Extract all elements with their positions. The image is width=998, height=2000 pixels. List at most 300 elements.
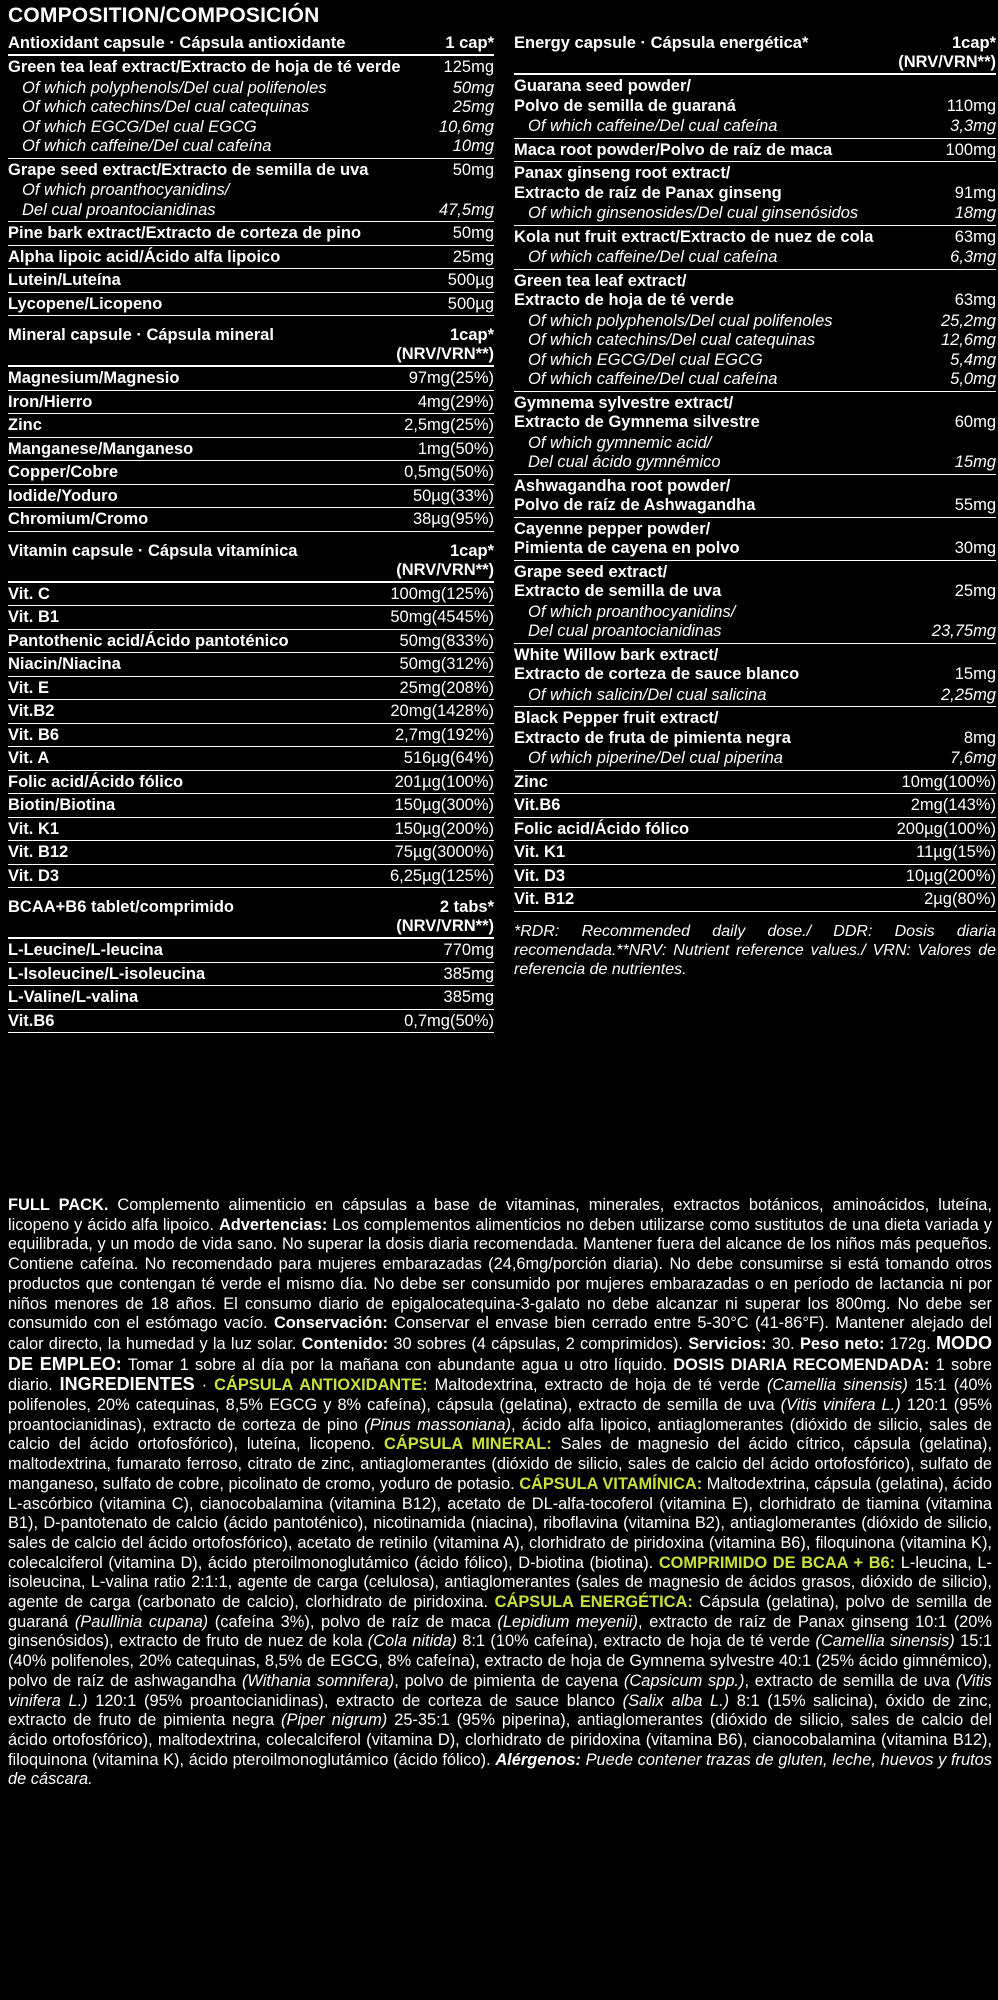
nutrient-label-line: L-Isoleucine/L-isoleucina	[8, 964, 206, 983]
nutrient-amount: 385mg	[443, 988, 494, 1006]
nutrient-amount: 23,75mg	[931, 622, 996, 640]
text-segment: , extracto de semilla de uva	[744, 1671, 956, 1690]
nutrient-subrow	[514, 749, 996, 771]
text-segment: 172g.	[884, 1334, 936, 1353]
nutrient-label-line: Vit. B12	[514, 890, 575, 908]
nutrient-label	[8, 369, 179, 389]
nutrient-label-line: Vit. C	[8, 584, 50, 603]
nutrient-label	[514, 394, 760, 433]
section-title	[8, 542, 297, 561]
nutrient-label	[514, 77, 736, 116]
nutrient-amount: 1mg(50%)	[417, 439, 494, 458]
nutrient-row	[514, 392, 996, 434]
section-title	[8, 326, 274, 345]
nutrient-label	[528, 248, 777, 268]
text-segment: 15:1 (40% polifenoles, 20% catequinas, 8,5% de EGCG, 8% cafeína), extracto de hoja de Gymnema sylvestre 40:1 (25% ácido gimnémico), polvo de raíz de ashwagandha	[8, 1632, 992, 1690]
nutrient-amount: 516µg(64%)	[403, 749, 494, 767]
nutrient-label-line: Of which salicin/Del cual salicina	[528, 685, 767, 704]
nutrient-label	[8, 749, 49, 769]
nutrient-label-line: Green tea leaf extract/Extracto de hoja de té verde	[8, 58, 401, 76]
text-segment: , extracto de raíz de Panax ginseng 10:1 (20% ginsenósidos), extracto de fruto de nuez de kola	[8, 1612, 992, 1651]
nutrient-label-line: Niacin/Niacina	[8, 655, 121, 673]
nutrient-label	[514, 867, 565, 887]
nutrient-amount: 3,3mg	[950, 117, 996, 135]
ingredient-group-heading: CÁPSULA ANTIOXIDANTE:	[214, 1376, 428, 1395]
nutrient-amount: 25,2mg	[940, 311, 996, 330]
text-bold-segment: Advertencias:	[218, 1215, 328, 1234]
nutrient-amount: 60mg	[954, 413, 996, 431]
nutrient-label-line: Panax ginseng root extract/	[514, 164, 731, 182]
nutrient-label-line: Vit. K1	[514, 843, 566, 861]
nutrient-label	[8, 702, 54, 722]
nutrient-amount: 50mg(833%)	[399, 631, 494, 650]
nutrient-amount: 110mg	[946, 96, 996, 115]
nutrient-label-line: Magnesium/Magnesio	[8, 369, 180, 387]
nutrient-label-line: Vit. D3	[514, 866, 566, 885]
nutrient-label-line: Of which catechins/Del cual catequinas	[528, 331, 816, 349]
nutrient-label-line: Of which EGCG/Del cual EGCG	[528, 350, 763, 369]
nutrient-label-line: Extracto de corteza de sauce blanco	[514, 665, 800, 683]
composition-section	[8, 898, 494, 1033]
text-italic-segment: (Salix alba L.)	[622, 1691, 730, 1710]
nutrient-amount: 8mg	[963, 728, 996, 747]
nutrient-label-line: Green tea leaf extract/	[514, 271, 687, 290]
nutrient-amount: 25mg(208%)	[399, 678, 494, 697]
nutrient-row	[8, 841, 494, 865]
nutrient-row	[8, 269, 494, 293]
nutrient-label-line: Vit. B12	[8, 843, 69, 861]
nutrient-amount: 2,7mg(192%)	[394, 725, 494, 744]
section-title-line: Vitamin capsule · Cápsula vitamínica	[8, 541, 298, 560]
nutrient-label	[514, 272, 734, 311]
nutrient-row	[8, 986, 494, 1010]
nutrient-label	[8, 271, 121, 291]
nutrient-row	[514, 139, 996, 163]
nutrient-label-line: Vit.B6	[514, 796, 561, 814]
nutrient-label-line: Folic acid/Ácido fólico	[514, 819, 690, 838]
nutrient-label-line: Vit.B6	[8, 1011, 55, 1030]
text-italic-segment: (Paullinia cupana)	[74, 1612, 209, 1631]
section-header	[8, 542, 494, 583]
nutrient-amount: 97mg(25%)	[408, 369, 494, 387]
nutrient-label	[514, 890, 574, 910]
nutrient-row	[514, 561, 996, 603]
nutrient-label-line: Of which caffeine/Del cual cafeína	[528, 117, 778, 135]
nutrient-row	[514, 771, 996, 795]
nutrient-label	[22, 137, 271, 157]
nutrient-amount: 10,6mg	[438, 117, 494, 136]
nutrient-row	[8, 818, 494, 842]
nutrient-subrow	[514, 331, 996, 351]
section-title	[514, 34, 808, 53]
nutrient-amount: 0,5mg(50%)	[404, 463, 494, 481]
nutrient-row	[8, 391, 494, 415]
nutrient-label-line: Vit. B6	[8, 725, 60, 744]
nutrient-row	[514, 707, 996, 749]
nutrient-label-line: Cayenne pepper powder/	[514, 519, 711, 538]
nutrient-amount: 25mg	[954, 582, 996, 600]
text-italic-segment: (Vitis vinifera L.)	[780, 1396, 901, 1415]
nutrient-amount: 5,4mg	[950, 350, 996, 369]
section-serving-line: 1cap*	[449, 326, 494, 344]
text-segment: Tomar 1 sobre al día por la mañana con abundante agua u otro líquido.	[121, 1355, 674, 1374]
nutrient-row	[8, 485, 494, 509]
nutrient-label	[8, 585, 50, 605]
nutrient-amount: 10mg	[452, 137, 494, 155]
nutrient-amount: 15mg	[954, 453, 996, 471]
text-segment: Cápsula (gelatina), polvo de semilla de guaraná	[8, 1593, 992, 1631]
nutrient-label	[22, 79, 327, 99]
product-description-text	[8, 1196, 992, 1790]
nutrient-label-line: Extracto de hoja de té verde	[514, 291, 735, 309]
nutrient-amount: 50mg	[452, 160, 494, 179]
nutrient-amount: 500µg	[447, 294, 494, 313]
text-italic-segment: (Lepidium meyenii)	[497, 1612, 638, 1631]
text-bold-segment: Contenido:	[301, 1334, 389, 1353]
nutrient-label	[8, 843, 68, 863]
nutrient-label	[514, 228, 873, 248]
nutrient-row	[8, 771, 494, 795]
nutrient-label-line: Grape seed extract/	[514, 562, 668, 581]
nutrient-row	[8, 794, 494, 818]
right-column	[514, 34, 996, 979]
ingredient-group-heading: CÁPSULA ENERGÉTICA:	[494, 1593, 693, 1612]
nutrient-label-line: Of which gymnemic acid/	[528, 433, 712, 452]
nutrient-row	[8, 367, 494, 391]
nutrient-amount: 50mg(4545%)	[390, 608, 494, 626]
section-serving	[396, 326, 494, 364]
nutrient-label-line: Of which polyphenols/Del cual polifenoles	[22, 78, 327, 97]
nutrient-amount: 100mg(125%)	[390, 584, 494, 603]
text-segment: 30 sobres (4 cápsulas, 2 comprimidos).	[388, 1334, 689, 1353]
nutrient-subrow	[8, 79, 494, 99]
nutrient-label	[22, 181, 229, 220]
text-italic-segment: Puede contener trazas de gluten, leche, huevos y frutos de cáscara.	[8, 1750, 992, 1789]
nutrient-amount: 18mg	[954, 204, 996, 222]
section-title-line: BCAA+B6 tablet/comprimido	[8, 898, 234, 916]
nutrient-label	[8, 773, 183, 793]
nutrient-amount: 5,0mg	[950, 370, 996, 388]
nutrient-amount: 6,25µg(125%)	[390, 866, 494, 885]
nutrient-amount: 4mg(29%)	[417, 392, 494, 411]
nutrient-subrow	[514, 117, 996, 139]
nutrient-label	[528, 204, 858, 224]
nutrient-amount: 11µg(15%)	[916, 843, 996, 861]
nutrient-label-line: Biotin/Biotina	[8, 796, 116, 814]
nutrient-label-line: Of which caffeine/Del cual cafeína	[528, 370, 778, 388]
nutrient-row	[514, 818, 996, 842]
nutrient-label	[8, 393, 92, 413]
section-serving-line: (NRV/VRN**)	[396, 917, 494, 935]
nutrient-subrow	[8, 181, 494, 222]
section-serving-line: 1cap*	[449, 541, 494, 560]
nutrient-row	[8, 653, 494, 677]
nutrient-row	[8, 677, 494, 701]
nutrient-subrow	[514, 312, 996, 332]
nutrient-label-line: L-Valine/L-valina	[8, 988, 139, 1006]
nutrient-label	[8, 58, 401, 78]
text-heading-segment: MODO DE EMPLEO:	[8, 1332, 992, 1374]
nutrient-amount: 2,25mg	[940, 685, 996, 704]
nutrient-label-line: Iodide/Yoduro	[8, 486, 118, 505]
nutrient-label-line: Vit. D3	[8, 866, 60, 885]
nutrient-label-line: Del cual proantocianidinas	[528, 622, 722, 640]
nutrient-label	[8, 941, 163, 961]
nutrient-label-line: Of which catechins/Del cual catequinas	[22, 98, 310, 116]
nutrient-label	[528, 351, 763, 371]
nutrient-label	[528, 117, 777, 137]
nutrient-row	[514, 475, 996, 518]
text-segment: Maltodextrina, cápsula (gelatina), ácido L-ascórbico (vitamina C), cianocobalamina (vitamina B12), acetato de DL-alfa-tocoferol (vitamina E), clorhidrato de tiamina (vitamina B1), D-pantotenato de calcio (ácido pantoténico), nicotinamida (niacina), riboflavina (vitamina B2), antiaglomerantes (dióxido de silicio, sales de calcio del ácido ortofosfórico), acetato de retinilo (vitamina A), clorhidrato de piridoxina (vitamina B6), filoquinona (vitamina K), colecalciferol (vitamina D), ácido pteroilmonoglutámico (ácido fólico), D-biotina (biotina).	[8, 1474, 992, 1572]
section-serving	[396, 898, 494, 936]
nutrient-amount: 10µg(200%)	[905, 866, 996, 885]
nutrient-row	[8, 939, 494, 963]
nutrient-label	[514, 477, 755, 516]
text-segment: (cafeína 3%), polvo de raíz de maca	[208, 1612, 498, 1631]
nutrient-label	[528, 603, 735, 642]
nutrient-row	[8, 222, 494, 246]
text-bold-segment: DOSIS DIARIA RECOMENDADA:	[673, 1355, 930, 1374]
nutrient-row	[8, 414, 494, 438]
nutrient-row	[8, 159, 494, 182]
nutrient-subrow	[514, 603, 996, 644]
section-serving-line: (NRV/VRN**)	[396, 560, 494, 579]
ingredient-group-heading: CÁPSULA MINERAL:	[384, 1435, 552, 1454]
nutrient-label-line: Pimienta de cayena en polvo	[514, 539, 740, 557]
nutrient-subrow	[514, 434, 996, 475]
text-italic-segment: (Withania somnifera)	[241, 1671, 395, 1690]
nutrient-label-line: Of which proanthocyanidins/	[22, 181, 230, 199]
nutrient-label	[8, 608, 59, 628]
nutrient-label-line: Copper/Cobre	[8, 463, 119, 481]
nutrient-label	[514, 709, 791, 748]
nutrient-row	[8, 438, 494, 462]
nutrient-label	[8, 463, 118, 483]
nutrient-label	[8, 487, 118, 507]
section-serving-line: 1cap*	[951, 34, 996, 52]
nutrient-label-line: Vit. E	[8, 678, 49, 697]
nutrient-label	[8, 796, 115, 816]
nutrient-label-line: Zinc	[514, 772, 548, 791]
text-segment: 30.	[766, 1334, 800, 1353]
nutrient-label-line: Vit.B2	[8, 702, 55, 720]
nutrient-label-line: Polvo de raíz de Ashwagandha	[514, 496, 756, 514]
nutrient-amount: 50mg	[452, 224, 494, 242]
text-segment: 120:1 (95% proantocianidinas), extracto de corteza de sauce blanco	[87, 1691, 623, 1710]
nutrient-amount: 385mg	[443, 964, 494, 983]
nutrient-label-line: Kola nut fruit extract/Extracto de nuez de cola	[514, 227, 874, 246]
nutrient-label	[514, 773, 548, 793]
nutrient-subrow	[8, 98, 494, 118]
nutrient-label	[514, 820, 689, 840]
nutrient-subrow	[8, 118, 494, 138]
nutrient-amount: 63mg	[954, 227, 996, 246]
section-serving-line: 2 tabs*	[439, 898, 494, 916]
nutrient-label	[528, 749, 783, 769]
nutrient-label	[8, 679, 49, 699]
nutrient-label-line: Lycopene/Licopeno	[8, 294, 163, 313]
nutrient-label	[528, 434, 721, 473]
nutrient-label-line: Of which proanthocyanidins/	[528, 602, 736, 621]
nutrient-label	[514, 520, 740, 559]
text-bold-segment: Conservación:	[273, 1314, 388, 1333]
nutrient-label	[22, 118, 257, 138]
nutrient-row	[514, 518, 996, 561]
nutrient-row	[514, 841, 996, 865]
nutrient-label-line: Extracto de Gymnema silvestre	[514, 413, 760, 431]
nutrient-row	[8, 963, 494, 987]
section-header	[8, 34, 494, 56]
composition-title: COMPOSITION/COMPOSICIÓN	[8, 4, 320, 27]
nutrient-label	[8, 655, 121, 675]
nutrient-label	[528, 312, 833, 332]
nutrient-subrow	[514, 686, 996, 708]
nutrient-amount: 47,5mg	[438, 200, 494, 219]
text-italic-segment: (Capsicum spp.)	[623, 1671, 745, 1690]
section-header	[514, 34, 996, 75]
composition-section	[514, 34, 996, 912]
nutrient-label	[8, 224, 361, 244]
nutrient-label-line: Chromium/Cromo	[8, 510, 149, 528]
section-serving	[396, 542, 494, 580]
nutrient-amount: 7,6mg	[950, 749, 996, 767]
nutrient-amount: 0,7mg(50%)	[404, 1011, 494, 1030]
text-bold-segment: Servicios:	[688, 1334, 767, 1353]
nutrient-label-line: Folic acid/Ácido fólico	[8, 772, 184, 791]
nutrient-label-line: Maca root powder/Polvo de raíz de maca	[514, 140, 833, 159]
nutrient-label-line: Pantothenic acid/Ácido pantoténico	[8, 631, 289, 650]
text-segment: Conservar el envase bien cerrado entre 5-30°C (41-86°F). Mantener alejado del calor directo, la humedad y la luz solar.	[8, 1314, 992, 1353]
text-segment: Complemento alimenticio en cápsulas a base de vitaminas, minerales, extractos botánicos, aminoácidos, luteína, licopeno y ácido alfa lipoico.	[8, 1196, 992, 1234]
nutrient-subrow	[514, 204, 996, 226]
nutrient-amount: 150µg(300%)	[394, 796, 494, 814]
composition-section	[8, 34, 494, 316]
nutrient-row	[514, 270, 996, 312]
nutrient-label	[8, 510, 148, 530]
nutrient-label-line: L-Leucine/L-leucina	[8, 941, 163, 959]
nutrient-label	[8, 820, 59, 840]
nutrient-amount: 20mg(1428%)	[390, 702, 494, 720]
nutrient-row	[514, 888, 996, 912]
nutrient-row	[8, 293, 494, 317]
nutrient-label-line: Pine bark extract/Extracto de corteza de pino	[8, 224, 362, 242]
nutrient-label	[8, 726, 59, 746]
nutrient-subrow	[514, 370, 996, 392]
ingredient-group-heading: COMPRIMIDO DE BCAA + B6:	[658, 1553, 896, 1572]
text-segment: 25-35:1 (95% piperina), antiaglomerantes (dióxido de silicio, sales de calcio del ácido ortofosfórico), maltodextrina, colecalciferol (vitamina D), clorhidrato de piridoxina (vitamina B6), cianocobalamina (vitamina B12), filoquinona (vitamina K), ácido pteroilmonoglutámico (ácido fólico).	[8, 1711, 992, 1769]
nutrient-label-line: Of which piperine/Del cual piperina	[528, 749, 783, 767]
nutrient-amount: 50µg(33%)	[412, 486, 494, 505]
nutrient-label	[8, 161, 368, 181]
nutrient-label-line: Extracto de raíz de Panax ginseng	[514, 183, 782, 202]
text-italic-segment: (Cola nitida)	[367, 1632, 457, 1651]
nutrient-row	[514, 162, 996, 204]
composition-section	[8, 542, 494, 889]
text-segment: 15:1 (40% polifenoles, 20% catequinas, 8,5% EGCG y 8% cafeína), cápsula (gelatina), extracto de semilla de uva	[8, 1376, 993, 1415]
section-title	[8, 898, 234, 917]
nutrient-label-line: White Willow bark extract/	[514, 645, 719, 664]
nutrient-label	[8, 867, 59, 887]
footnote: *RDR: Recommended daily dose./ DDR: Dosis diaria recomendada.**NRV: Nutrient reference values./ VRN: Valores de referencia de nutrientes.	[514, 922, 996, 978]
nutrient-amount: 63mg	[954, 291, 996, 309]
nutrient-row	[8, 700, 494, 724]
text-heading-segment: INGREDIENTES	[59, 1374, 195, 1395]
nutrient-row	[514, 794, 996, 818]
nutrient-subrow	[514, 351, 996, 371]
nutrient-row	[8, 724, 494, 748]
nutrient-row	[8, 747, 494, 771]
nutrient-label	[8, 1012, 54, 1032]
nutrient-label-line: Polvo de semilla de guaraná	[514, 96, 736, 115]
nutrient-row	[8, 583, 494, 607]
section-title	[8, 34, 345, 53]
nutrient-row	[8, 508, 494, 532]
nutrient-amount: 30mg	[954, 539, 996, 557]
nutrient-row	[514, 226, 996, 249]
nutrient-label-line: Del cual ácido gymnémico	[528, 453, 721, 471]
nutrient-amount: 150µg(200%)	[394, 819, 494, 838]
nutrient-label	[528, 331, 815, 351]
nutrient-label	[8, 988, 138, 1008]
text-italic-segment: (Vitis vinifera L.)	[8, 1671, 993, 1710]
nutrient-row	[8, 1010, 494, 1034]
nutrient-amount: 55mg	[954, 496, 996, 514]
nutrient-row	[514, 644, 996, 686]
nutrient-amount: 2mg(143%)	[910, 796, 996, 814]
nutrient-amount: 91mg	[954, 183, 996, 202]
nutrient-label-line: Of which caffeine/Del cual cafeína	[22, 137, 272, 155]
nutrient-label	[8, 295, 162, 315]
nutrient-amount: 50mg(312%)	[399, 655, 494, 673]
text-segment: 1 sobre diario.	[8, 1355, 992, 1395]
nutrient-label	[22, 98, 309, 118]
nutrient-row	[514, 865, 996, 889]
nutrient-label	[514, 141, 832, 161]
section-title-line: Mineral capsule · Cápsula mineral	[8, 326, 274, 344]
nutrient-amount: 100mg	[945, 140, 996, 159]
nutrient-row	[8, 461, 494, 485]
nutrient-amount: 25mg	[452, 98, 494, 116]
nutrient-amount: 500µg	[447, 271, 494, 289]
nutrient-label-line: Lutein/Luteína	[8, 271, 121, 289]
text-segment: 8:1 (10% cafeína), extracto de hoja de té verde	[456, 1632, 816, 1651]
nutrient-subrow	[514, 248, 996, 270]
nutrient-row	[8, 606, 494, 630]
nutrient-label-line: Alpha lipoic acid/Ácido alfa lipoico	[8, 247, 281, 266]
nutrient-label-line: Manganese/Manganeso	[8, 439, 194, 458]
section-serving-line: (NRV/VRN**)	[898, 53, 996, 71]
nutrient-label	[514, 563, 721, 602]
section-serving-line: (NRV/VRN**)	[396, 345, 494, 363]
nutrient-label-line: Iron/Hierro	[8, 392, 93, 411]
text-segment: 8:1 (15% salicina), óxido de zinc, extracto de fruto de pimienta negra	[8, 1691, 992, 1730]
nutrient-label-line: Grape seed extract/Extracto de semilla de uva	[8, 160, 369, 179]
nutrient-amount: 125mg	[443, 58, 494, 76]
ingredient-group-heading: CÁPSULA VITAMÍNICA:	[519, 1474, 703, 1493]
left-column	[8, 34, 494, 1043]
nutrient-amount: 6,3mg	[950, 248, 996, 266]
nutrient-label-line: Vit. A	[8, 749, 50, 767]
section-serving-line: 1 cap*	[445, 34, 494, 52]
nutrient-label-line: Vit. K1	[8, 819, 60, 838]
nutrient-label-line: Black Pepper fruit extract/	[514, 709, 719, 727]
nutrient-label	[8, 416, 42, 436]
nutrient-amount: 200µg(100%)	[896, 819, 996, 838]
section-serving	[898, 34, 996, 72]
nutrient-label	[8, 248, 280, 268]
nutrient-row	[8, 56, 494, 79]
nutrient-label	[514, 646, 799, 685]
